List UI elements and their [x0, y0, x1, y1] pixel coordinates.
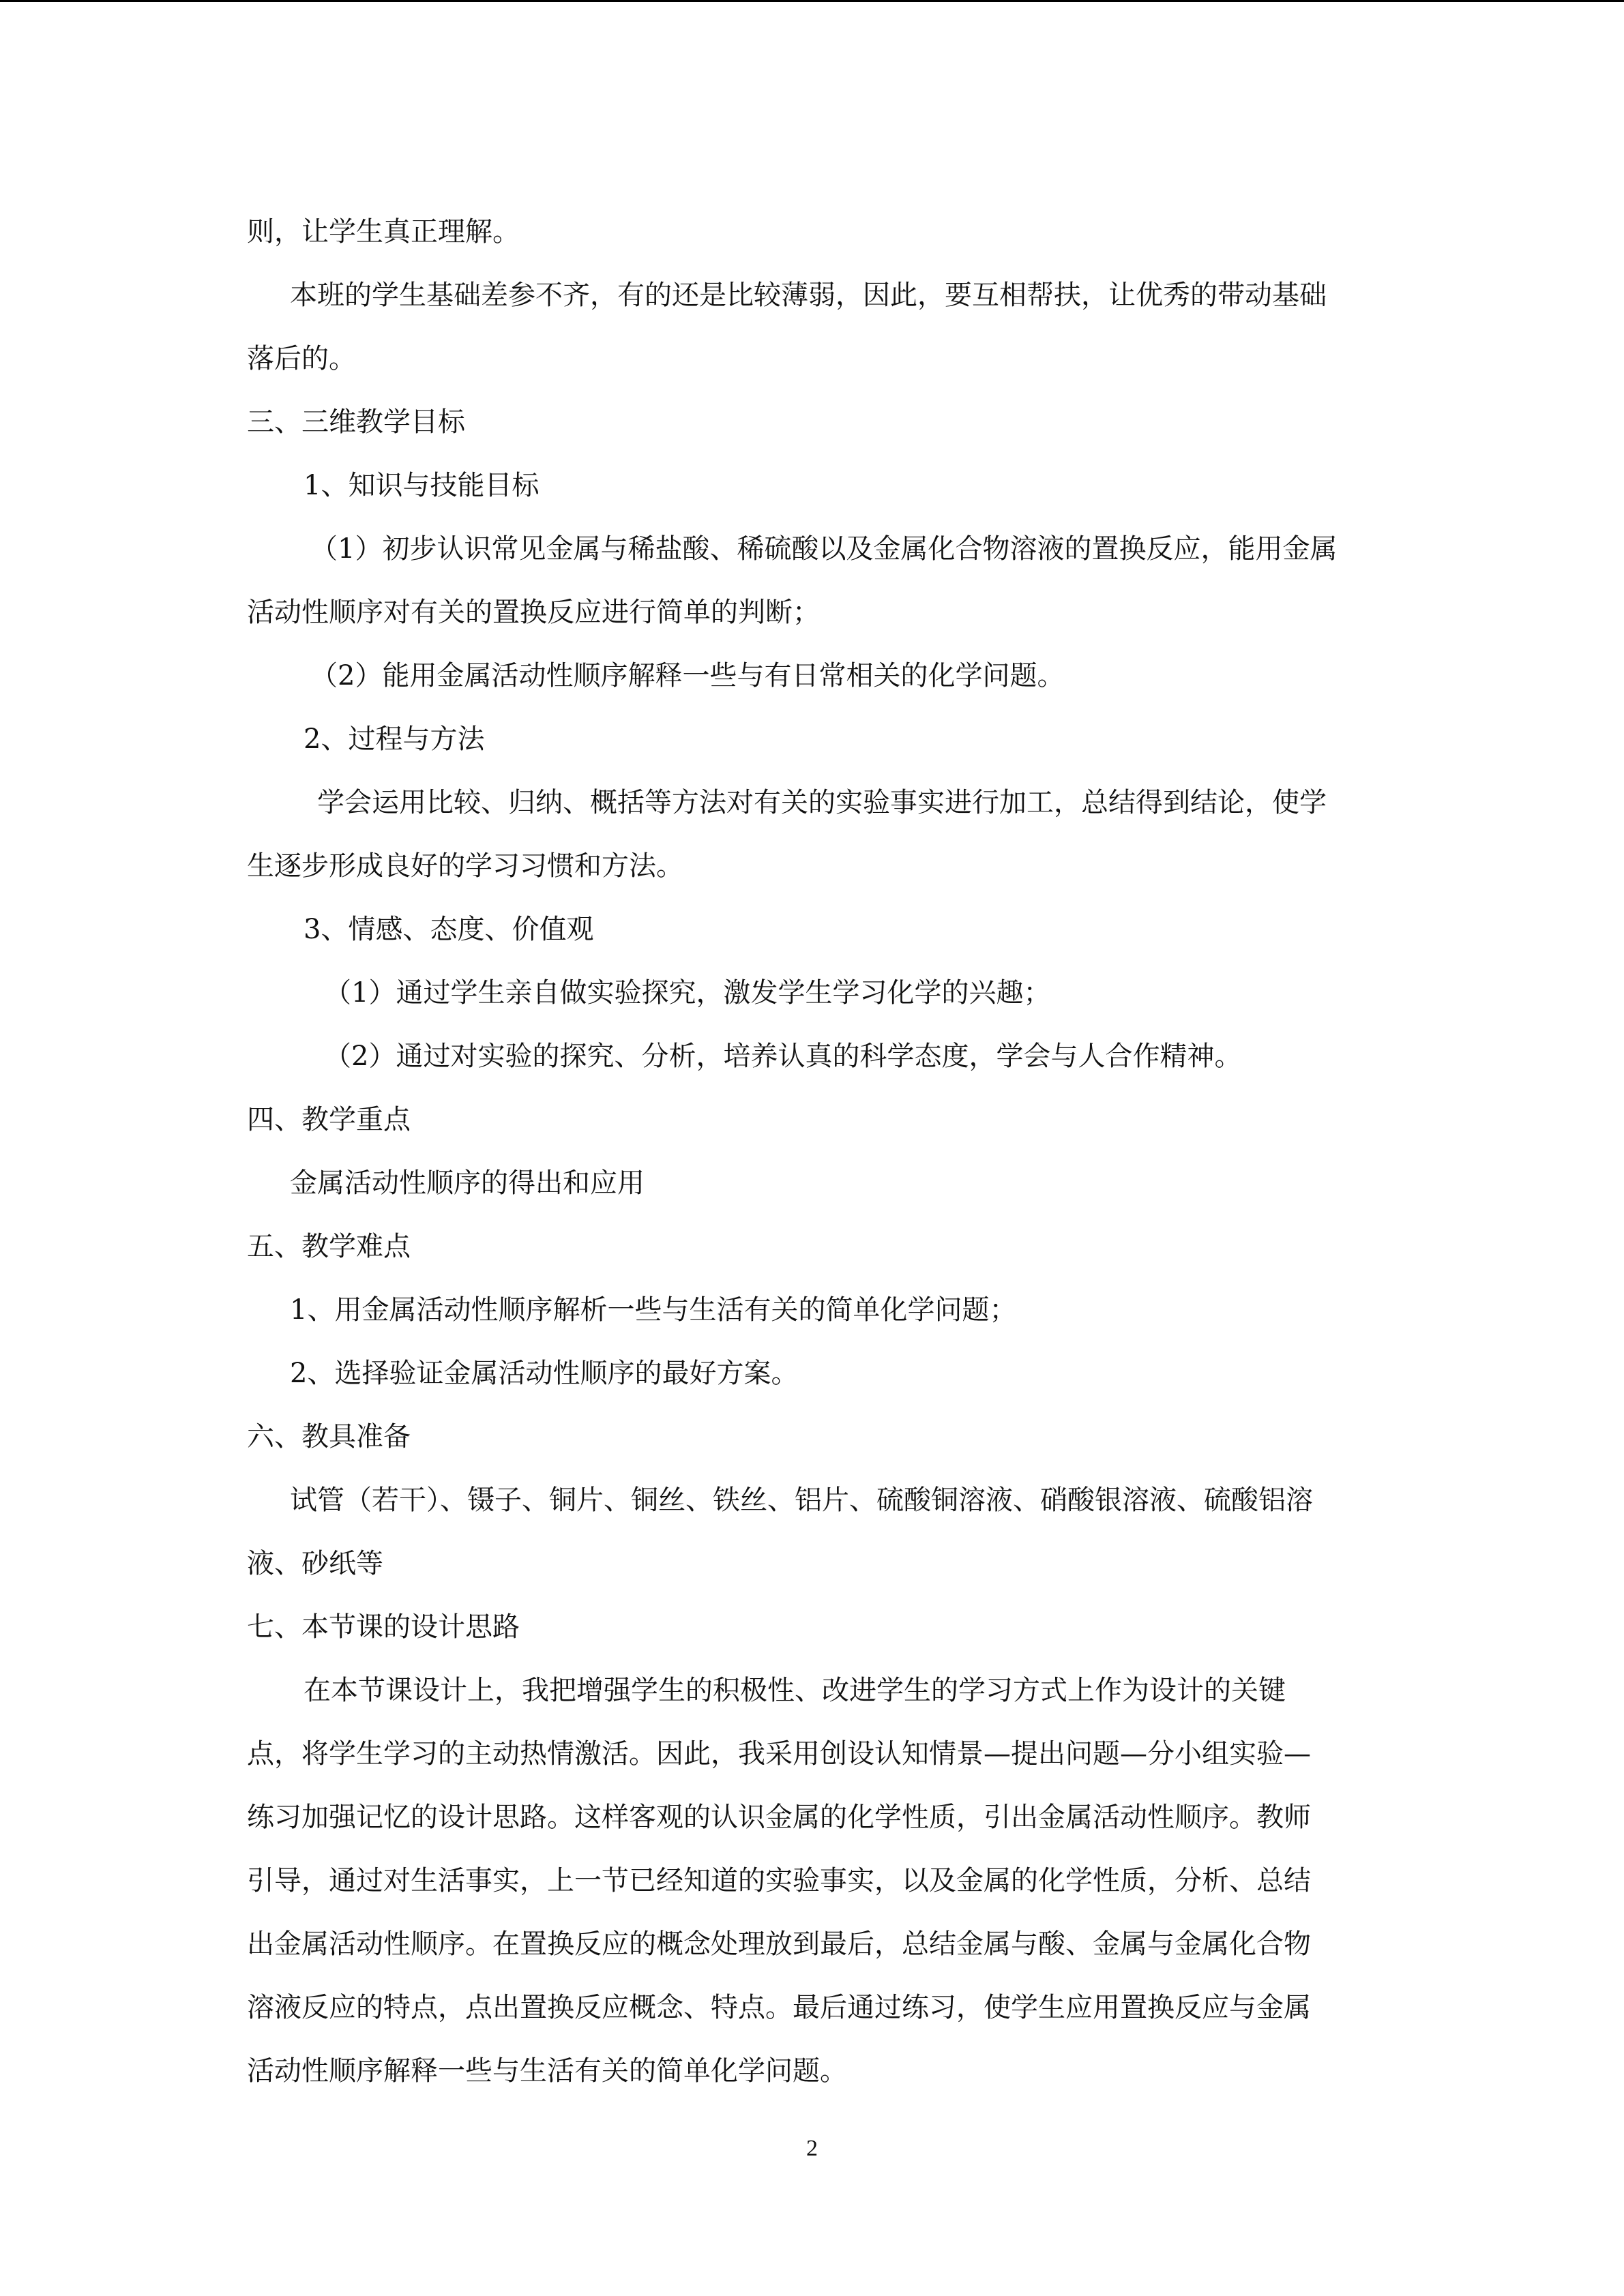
section-heading: 四、教学重点 — [247, 1104, 411, 1135]
body-line: 在本节课设计上，我把增强学生的积极性、改进学生的学习方式上作为设计的关键 — [304, 1675, 1286, 1706]
body-line: （1）通过学生亲自做实验探究，激发学生学习化学的兴趣； — [324, 977, 1051, 1009]
body-line: （2）通过对实验的探究、分析，培养认真的科学态度，学会与人合作精神。 — [324, 1041, 1242, 1072]
body-line: 溶液反应的特点，点出置换反应概念、特点。最后通过练习，使学生应用置换反应与金属 — [247, 1992, 1311, 2023]
body-line: 则，让学生真正理解。 — [247, 216, 520, 248]
body-line: 1、用金属活动性顺序解析一些与生活有关的简单化学问题； — [290, 1294, 1017, 1326]
page-number: 2 — [806, 2136, 818, 2161]
subsection-heading: 3、情感、态度、价值观 — [304, 914, 594, 945]
body-line: 活动性顺序解释一些与生活有关的简单化学问题。 — [247, 2055, 847, 2087]
body-line: 学会运用比较、归纳、概括等方法对有关的实验事实进行加工，总结得到结论，使学 — [317, 787, 1327, 818]
body-line: 液、砂纸等 — [247, 1548, 383, 1579]
section-heading: 七、本节课的设计思路 — [247, 1611, 520, 1643]
section-heading: 六、教具准备 — [247, 1421, 411, 1452]
body-line: 出金属活动性顺序。在置换反应的概念处理放到最后，总结金属与酸、金属与金属化合物 — [247, 1928, 1311, 1960]
body-line: （2）能用金属活动性顺序解释一些与有日常相关的化学问题。 — [310, 660, 1065, 691]
body-line: 落后的。 — [247, 343, 356, 374]
body-line: 试管（若干）、镊子、铜片、铜丝、铁丝、铝片、硫酸铜溶液、硝酸银溶液、硫酸铝溶 — [290, 1485, 1313, 1516]
section-heading: 五、教学难点 — [247, 1231, 411, 1262]
body-line: 引导，通过对生活事实，上一节已经知道的实验事实，以及金属的化学性质，分析、总结 — [247, 1865, 1311, 1896]
body-line: 2、选择验证金属活动性顺序的最好方案。 — [290, 1358, 799, 1389]
section-heading: 三、三维教学目标 — [247, 406, 465, 438]
body-line: 练习加强记忆的设计思路。这样客观的认识金属的化学性质，引出金属活动性顺序。教师 — [247, 1802, 1311, 1833]
subsection-heading: 2、过程与方法 — [304, 724, 485, 755]
body-line: （1）初步认识常见金属与稀盐酸、稀硫酸以及金属化合物溶液的置换反应，能用金属 — [310, 533, 1338, 565]
subsection-heading: 1、知识与技能目标 — [304, 470, 540, 501]
body-line: 生逐步形成良好的学习习惯和方法。 — [247, 850, 683, 882]
body-line: 活动性顺序对有关的置换反应进行简单的判断； — [247, 597, 820, 628]
body-line: 点，将学生学习的主动热情激活。因此，我采用创设认知情景—提出问题—分小组实验— — [247, 1738, 1311, 1770]
body-line: 金属活动性顺序的得出和应用 — [290, 1167, 645, 1199]
body-line: 本班的学生基础差参不齐，有的还是比较薄弱，因此，要互相帮扶，让优秀的带动基础 — [290, 280, 1327, 311]
